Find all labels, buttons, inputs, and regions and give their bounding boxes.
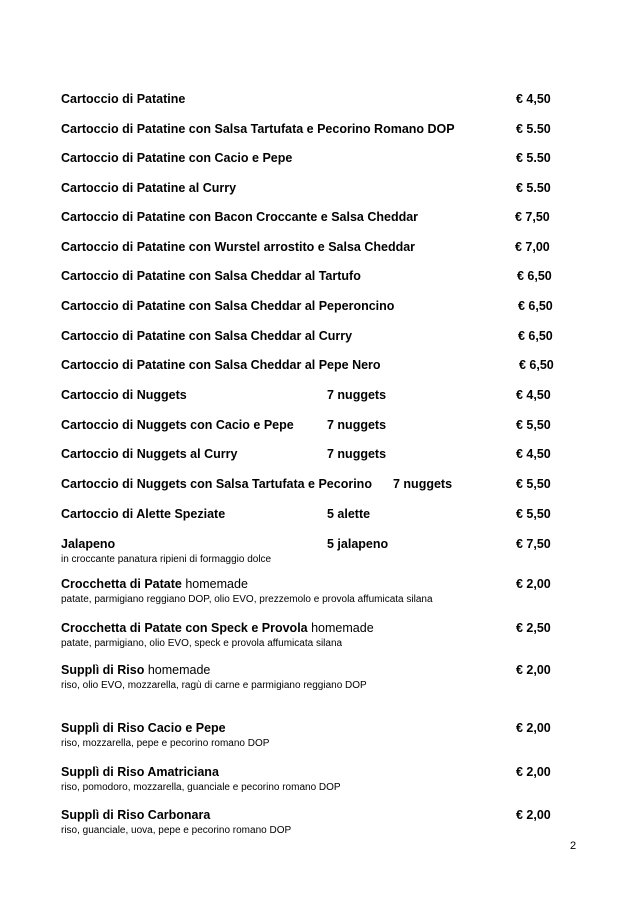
item-price: € 5.50: [516, 122, 551, 136]
menu-item: [61, 577, 566, 606]
item-price: € 6,50: [518, 299, 553, 313]
item-price: € 4,50: [516, 92, 551, 106]
item-price: € 6,50: [518, 329, 553, 343]
menu-item: [61, 663, 566, 692]
item-name: Jalapeno: [61, 537, 116, 551]
item-description: riso, olio EVO, mozzarella, ragù di carne e parmigiano reggiano DOP: [61, 680, 367, 691]
item-name: Cartoccio di Patatine con Wurstel arrostito e Salsa Cheddar: [61, 240, 416, 254]
item-name-suffix: homemade: [147, 663, 211, 677]
menu-item: [61, 122, 566, 137]
item-name: Cartoccio di Patatine con Salsa Cheddar al Tartufo: [61, 269, 361, 283]
menu-item: [61, 358, 566, 373]
item-quantity: 7 nuggets: [393, 477, 453, 491]
menu-item: [61, 329, 566, 344]
menu-item: [61, 621, 566, 650]
item-name: Supplì di Riso Cacio e Pepe: [61, 721, 226, 735]
menu-item: [61, 721, 566, 750]
menu-item: [61, 507, 566, 522]
item-price: € 2,00: [516, 765, 551, 779]
item-price: € 7,00: [515, 240, 550, 254]
item-description: riso, pomodoro, mozzarella, guanciale e pecorino romano DOP: [61, 782, 341, 793]
item-quantity: 7 nuggets: [327, 418, 387, 432]
item-name: Supplì di Riso Amatriciana: [61, 765, 219, 779]
menu-item: [61, 477, 566, 492]
item-price: € 5,50: [516, 418, 551, 432]
item-name: Cartoccio di Nuggets al Curry: [61, 447, 238, 461]
item-price: € 5.50: [516, 181, 551, 195]
item-name: Cartoccio di Nuggets con Cacio e Pepe: [61, 418, 294, 432]
item-price: € 4,50: [516, 447, 551, 461]
menu-item: [61, 269, 566, 284]
item-name: Cartoccio di Patatine con Salsa Cheddar al Curry: [61, 329, 353, 343]
menu-item: [61, 181, 566, 196]
item-price: € 2,00: [516, 663, 551, 677]
item-description: riso, guanciale, uova, pepe e pecorino romano DOP: [61, 825, 292, 836]
item-name: Crocchetta di Patate con Speck e Provola homemade: [61, 621, 374, 635]
item-name-suffix: homemade: [311, 621, 374, 635]
item-price: € 5,50: [516, 477, 551, 491]
item-quantity: 7 nuggets: [327, 447, 387, 461]
item-name: Cartoccio di Patatine con Bacon Croccante e Salsa Cheddar: [61, 210, 419, 224]
menu-item: [61, 240, 566, 255]
menu-item: [61, 388, 566, 403]
item-name: Cartoccio di Patatine al Curry: [61, 181, 237, 195]
item-price: € 2,00: [516, 721, 551, 735]
item-name: Cartoccio di Patatine con Cacio e Pepe: [61, 151, 293, 165]
menu-item: [61, 418, 566, 433]
menu-item: [61, 299, 566, 314]
item-name: Supplì di Riso homemade: [61, 663, 211, 677]
menu-item: [61, 808, 566, 837]
item-price: € 5,50: [516, 507, 551, 521]
item-price: € 6,50: [519, 358, 554, 372]
item-description: patate, parmigiano reggiano DOP, olio EVO, prezzemolo e provola affumicata silana: [61, 594, 433, 605]
item-quantity: 7 nuggets: [327, 388, 387, 402]
menu-item: [61, 765, 566, 794]
item-price: € 6,50: [517, 269, 552, 283]
item-name: Cartoccio di Alette Speziate: [61, 507, 226, 521]
item-name: Supplì di Riso Carbonara: [61, 808, 211, 822]
item-price: € 5.50: [516, 151, 551, 165]
item-description: riso, mozzarella, pepe e pecorino romano DOP: [61, 738, 270, 749]
page-number: 2: [570, 840, 577, 852]
menu-item: [61, 447, 566, 462]
item-name: Cartoccio di Nuggets con Salsa Tartufata e Pecorino: [61, 477, 372, 491]
item-name: Crocchetta di Patate homemade: [61, 577, 248, 591]
item-price: € 2,00: [516, 808, 551, 822]
menu-item: [61, 537, 566, 566]
item-price: € 2,00: [516, 577, 551, 591]
item-quantity: 5 alette: [327, 507, 371, 521]
item-price: € 7,50: [516, 537, 551, 551]
item-name-suffix: homemade: [185, 577, 248, 591]
item-name: Cartoccio di Patatine con Salsa Tartufata e Pecorino Romano DOP: [61, 122, 455, 136]
menu-item: [61, 151, 566, 166]
item-quantity: 5 jalapeno: [327, 537, 389, 551]
item-description: in croccante panatura ripieni di formaggio dolce: [61, 554, 272, 565]
item-name: Cartoccio di Patatine: [61, 92, 186, 106]
item-price: € 7,50: [515, 210, 550, 224]
menu-item: [61, 92, 566, 107]
item-description: patate, parmigiano, olio EVO, speck e provola affumicata silana: [61, 638, 343, 649]
item-name: Cartoccio di Patatine con Salsa Cheddar al Pepe Nero: [61, 358, 381, 372]
item-name: Cartoccio di Nuggets: [61, 388, 187, 402]
menu-item: [61, 210, 566, 225]
item-price: € 4,50: [516, 388, 551, 402]
item-price: € 2,50: [516, 621, 551, 635]
item-name: Cartoccio di Patatine con Salsa Cheddar al Peperoncino: [61, 299, 395, 313]
